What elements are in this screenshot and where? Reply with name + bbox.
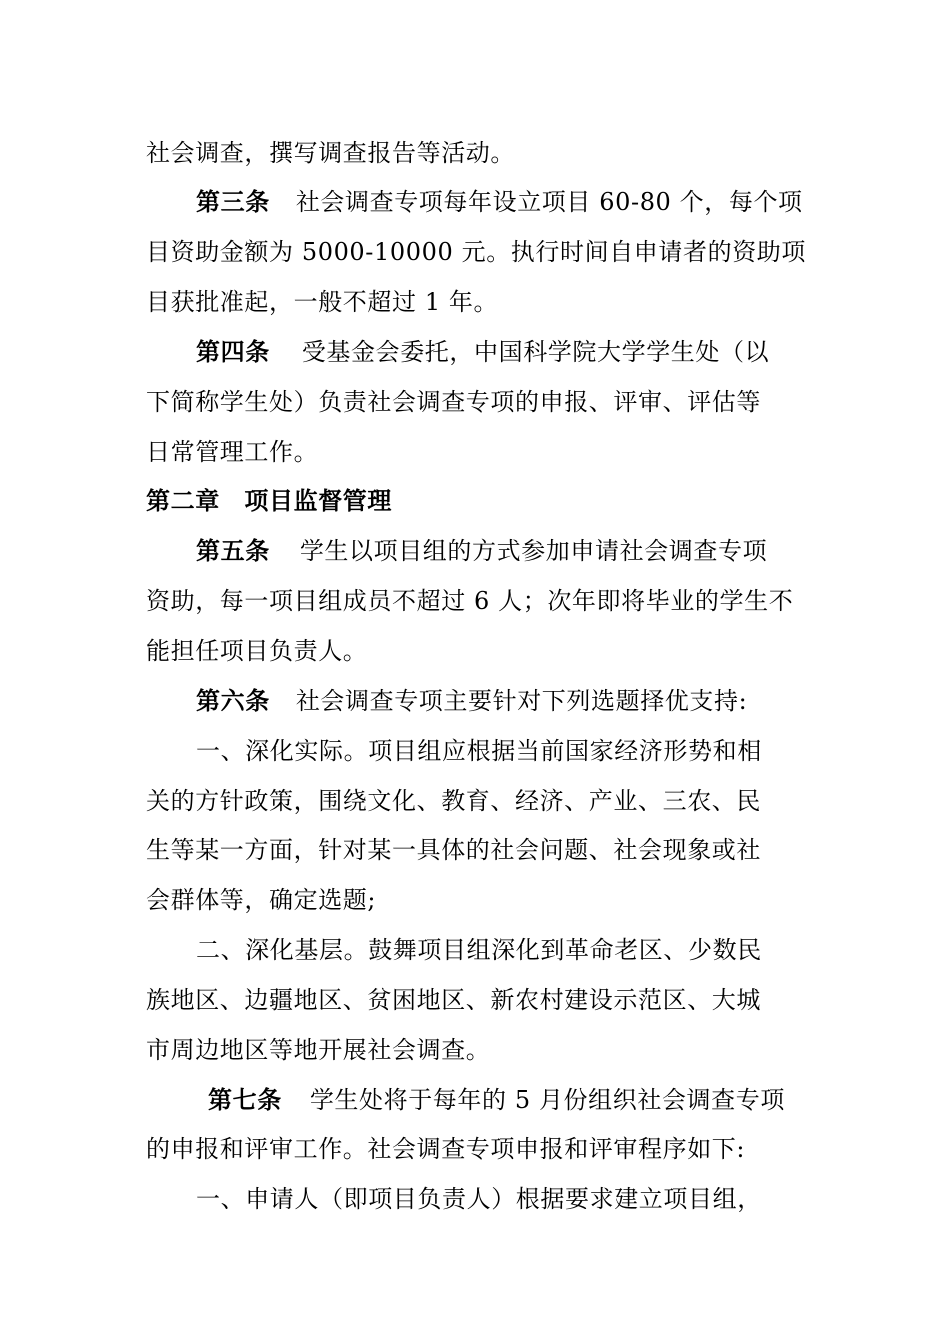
- line-text: 社会调查专项主要针对下列选题择优支持:: [295, 687, 748, 715]
- line-text: 日常管理工作。: [146, 438, 319, 466]
- line-text: 下简称学生处）负责社会调查专项的申报、评审、评估等: [146, 388, 761, 416]
- line-text: 一、申请人（即项目负责人）根据要求建立项目组，: [196, 1185, 762, 1213]
- line-text: 关的方针政策，围绕文化、教育、经济、产业、三农、民: [146, 787, 761, 815]
- line-text: 生等某一方面，针对某一具体的社会问题、社会现象或社: [146, 836, 761, 864]
- chapter-heading: [146, 486, 392, 516]
- article-6-line: [196, 686, 747, 716]
- paragraph-line: [196, 736, 762, 766]
- paragraph-line: [146, 387, 761, 417]
- paragraph-line: [196, 1184, 762, 1214]
- line-text: 受基金会委托，中国科学院大学学生处（以: [301, 338, 770, 366]
- line-text: 会群体等，确定选题;: [146, 886, 377, 914]
- line-text: 目获批准起，一般不超过 1 年。: [146, 288, 499, 316]
- article-heading: 第七条: [208, 1085, 282, 1114]
- line-text: 社会调查专项每年设立项目 60-80 个，每个项: [295, 188, 803, 216]
- article-heading: 第六条: [196, 686, 270, 715]
- line-text: 目资助金额为 5000-10000 元。执行时间自申请者的资助项: [146, 238, 806, 266]
- chapter-title: 第二章 项目监督管理: [146, 486, 392, 515]
- line-text: 一、深化实际。项目组应根据当前国家经济形势和相: [196, 737, 762, 765]
- article-3-line: [196, 187, 803, 217]
- paragraph-line: [146, 835, 761, 865]
- paragraph-line: [146, 636, 367, 666]
- line-text: 二、深化基层。鼓舞项目组深化到革命老区、少数民: [196, 936, 762, 964]
- line-text: 族地区、边疆地区、贫困地区、新农村建设示范区、大城: [146, 986, 761, 1014]
- article-heading: 第三条: [196, 187, 270, 216]
- line-text: 的申报和评审工作。社会调查专项申报和评审程序如下:: [146, 1135, 746, 1163]
- article-7-line: [208, 1085, 785, 1115]
- line-text: 资助，每一项目组成员不超过 6 人；次年即将毕业的学生不: [146, 587, 794, 615]
- line-text: 社会调查，撰写调查报告等活动。: [146, 139, 515, 167]
- line-text: 学生以项目组的方式参加申请社会调查专项: [299, 537, 768, 565]
- line-text: 学生处将于每年的 5 月份组织社会调查专项: [309, 1086, 785, 1114]
- paragraph-line: [146, 237, 806, 267]
- paragraph-line: [146, 586, 793, 616]
- paragraph-line: [196, 935, 762, 965]
- paragraph-line: [146, 287, 498, 317]
- article-heading: 第五条: [196, 536, 270, 565]
- paragraph-line: [146, 1035, 490, 1065]
- paragraph-line: [146, 985, 761, 1015]
- article-heading: 第四条: [196, 337, 270, 366]
- paragraph-line: [146, 437, 318, 467]
- paragraph-line: [146, 786, 761, 816]
- line-text: 市周边地区等地开展社会调查。: [146, 1036, 491, 1064]
- article-4-line: [196, 337, 769, 367]
- paragraph-line: [146, 1134, 745, 1164]
- paragraph-line: [146, 885, 376, 915]
- article-5-line: [196, 536, 767, 566]
- paragraph-line: [146, 138, 515, 168]
- line-text: 能担任项目负责人。: [146, 637, 368, 665]
